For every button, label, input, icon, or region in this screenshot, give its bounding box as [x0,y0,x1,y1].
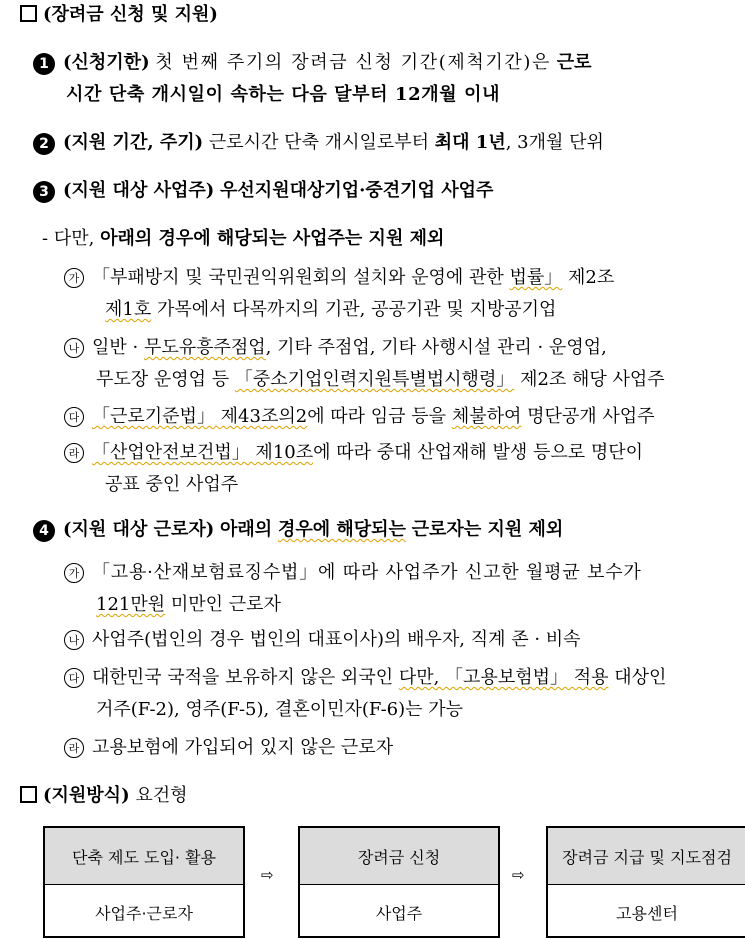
item-3: 3 (지원 대상 사업주) 우선지원대상기업·중견기업 사업주 [33,178,493,204]
worker-exclusion-da-line-2: 거주(F-2), 영주(F-5), 결혼이민자(F-6)는 가능 [96,699,464,720]
flow-box-actor: 고용센터 [616,903,678,923]
circled-ra-icon: 라 [64,443,84,463]
circled-da-icon: 다 [64,668,84,688]
item-1-line-1: 1 (신청기한) 첫 번째 주기의 장려금 신청 기간(제척기간)은 근로 [33,50,591,76]
worker-exclusion-da: 다 대한민국 국적을 보유하지 않은 외국인 다만, 「고용보험법」 적용 대상인 [64,665,666,691]
item-1-line-2: 시간 단축 개시일이 속하는 다음 달부터 12개월 이내 [66,84,501,105]
section-heading-apply: (장려금 신청 및 지원) [20,2,218,28]
circled-na-icon: 나 [64,630,84,650]
circled-ga-icon: 가 [64,563,84,583]
item-2: 2 (지원 기간, 주기) 근로시간 단축 개시일로부터 최대 1년, 3개월 단위 [33,130,604,156]
circled-na-icon: 나 [64,338,84,358]
flow-box-actor: 사업주 [375,903,423,923]
employer-exclusion-na-line-2: 무도장 운영업 등 「중소기업인력지원특별법시행령」 제2조 해당 사업주 [96,369,665,390]
checkbox-square-icon [20,5,37,22]
employer-exclusion-ra-line-2: 공표 중인 사업주 [105,474,239,495]
arrow-right-icon: ⇨ [512,866,525,884]
worker-exclusion-na: 나 사업주(법인의 경우 법인의 대표이사)의 배우자, 직계 존 · 비속 [64,627,581,653]
checkbox-square-icon [20,786,37,803]
worker-exclusion-ga: 가 「고용·산재보험료징수법」에 따라 사업주가 신고한 월평균 보수가 [64,560,642,586]
item-4: 4 (지원 대상 근로자) 아래의 경우에 해당되는 근로자는 지원 제외 [33,517,563,543]
flow-box-payment [546,826,745,938]
employer-exclusion-ga: 가 「부패방지 및 국민권익위원회의 설치와 운영에 관한 법률」 제2조 [64,265,614,291]
circled-ga-icon: 가 [64,268,84,288]
section-heading-method: (지원방식) 요건형 [20,783,188,809]
bullet-2-icon: 2 [33,133,55,155]
employer-exclusion-na: 나 일반 · 무도유흥주점업, 기타 주점업, 기타 사행시설 관리 · 운영업, [64,335,607,361]
worker-exclusion-ga-line-2: 121만원 미만인 근로자 [96,594,281,615]
flow-box-title: 장려금 신청 [300,828,498,885]
circled-da-icon: 다 [64,407,84,427]
flow-box-actor: 사업주·근로자 [95,903,193,923]
employer-exclusion-ra: 라 「산업안전보건법」 제10조에 따라 중대 산업재해 발생 등으로 명단이 [64,440,643,466]
flow-box-title: 단축 제도 도입· 활용 [45,828,243,885]
bullet-3-icon: 3 [33,181,55,203]
worker-exclusion-ra: 라 고용보험에 가입되어 있지 않은 근로자 [64,735,393,761]
flow-box-adoption [43,826,245,938]
employer-exception-line: - 다만, 아래의 경우에 해당되는 사업주는 지원 제외 [42,228,445,249]
employer-exclusion-ga-line-2: 제1호 가목에서 다목까지의 기관, 공공기관 및 지방공기업 [105,299,557,320]
circled-ra-icon: 라 [64,738,84,758]
flow-box-title: 장려금 지급 및 지도점검 [548,828,745,885]
arrow-right-icon: ⇨ [261,866,274,884]
employer-exclusion-da: 다 「근로기준법」 제43조의2에 따라 임금 등을 체불하여 명단공개 사업주 [64,404,655,430]
bullet-4-icon: 4 [33,520,55,542]
bullet-1-icon: 1 [33,53,55,75]
flow-box-application [298,826,500,938]
